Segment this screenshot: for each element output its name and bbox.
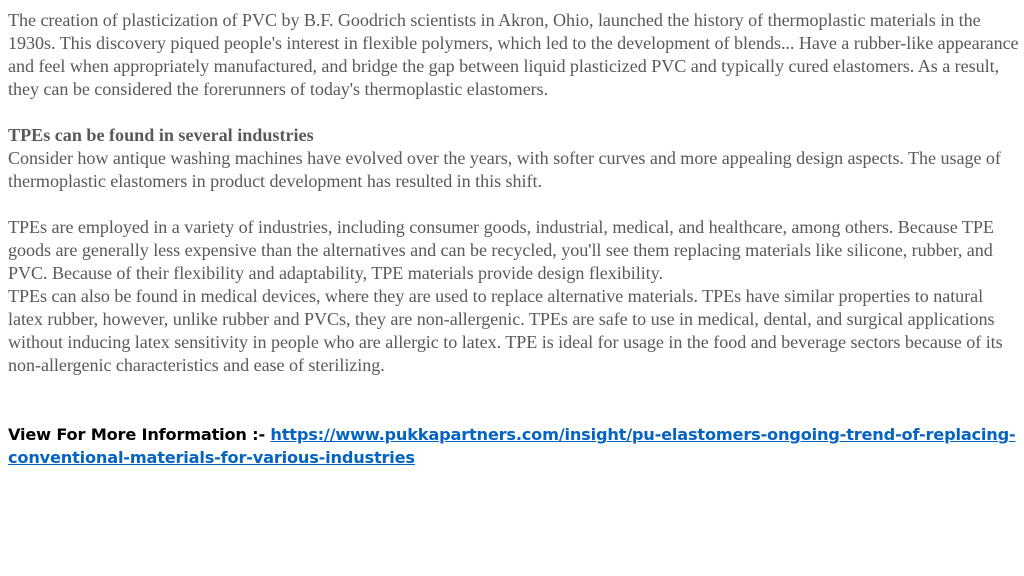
more-info-label: View For More Information :- [8, 425, 271, 444]
section-heading: TPEs can be found in several industries [8, 125, 314, 145]
paragraph-spacer [8, 101, 1020, 124]
section-paragraph-medical: TPEs can also be found in medical devices, where they are used to replace alternative materials. TPEs have similar properties to natural latex rubber, however, unlike rubber and PVCs, they are non-allergenic. TPEs are safe to use in medical, dental, and surgical applications without inducing latex sensitivity in people who are allergic to latex. TPE is ideal for usage in the food and beverage sectors because of its non-allergenic characteristics and ease of sterilizing. [8, 286, 1003, 375]
section-paragraph-washing-machines: Consider how antique washing machines have evolved over the years, with softer curves and more appealing design aspects. The usage of thermoplastic elastomers in product development has resulted in this shift. [8, 148, 1001, 191]
more-info-line [8, 423, 1020, 469]
intro-paragraph: The creation of plasticization of PVC by B.F. Goodrich scientists in Akron, Ohio, launched the history of thermoplastic materials in the 1930s. This discovery piqued people's interest in flexible polymers, which led to the development of blends... Have a rubber-like appearance and feel when appropriately manufactured, and bridge the gap between liquid plasticized PVC and typically cured elastomers. As a result, they can be considered the forerunners of today's thermoplastic elastomers. [8, 10, 1019, 99]
paragraph-spacer [8, 377, 1020, 423]
more-info-link[interactable]: https://www.pukkapartners.com/insight/pu-elastomers-ongoing-trend-of-replacing-conventional-materials-for-various-industries [8, 425, 1016, 467]
document-page [8, 9, 1020, 469]
paragraph-spacer [8, 193, 1020, 216]
section-paragraph-industries: TPEs are employed in a variety of industries, including consumer goods, industrial, medical, and healthcare, among others. Because TPE goods are generally less expensive than the alternatives and can be recycled, you'll see them replacing materials like silicone, rubber, and PVC. Because of their flexibility and adaptability, TPE materials provide design flexibility. [8, 217, 994, 283]
